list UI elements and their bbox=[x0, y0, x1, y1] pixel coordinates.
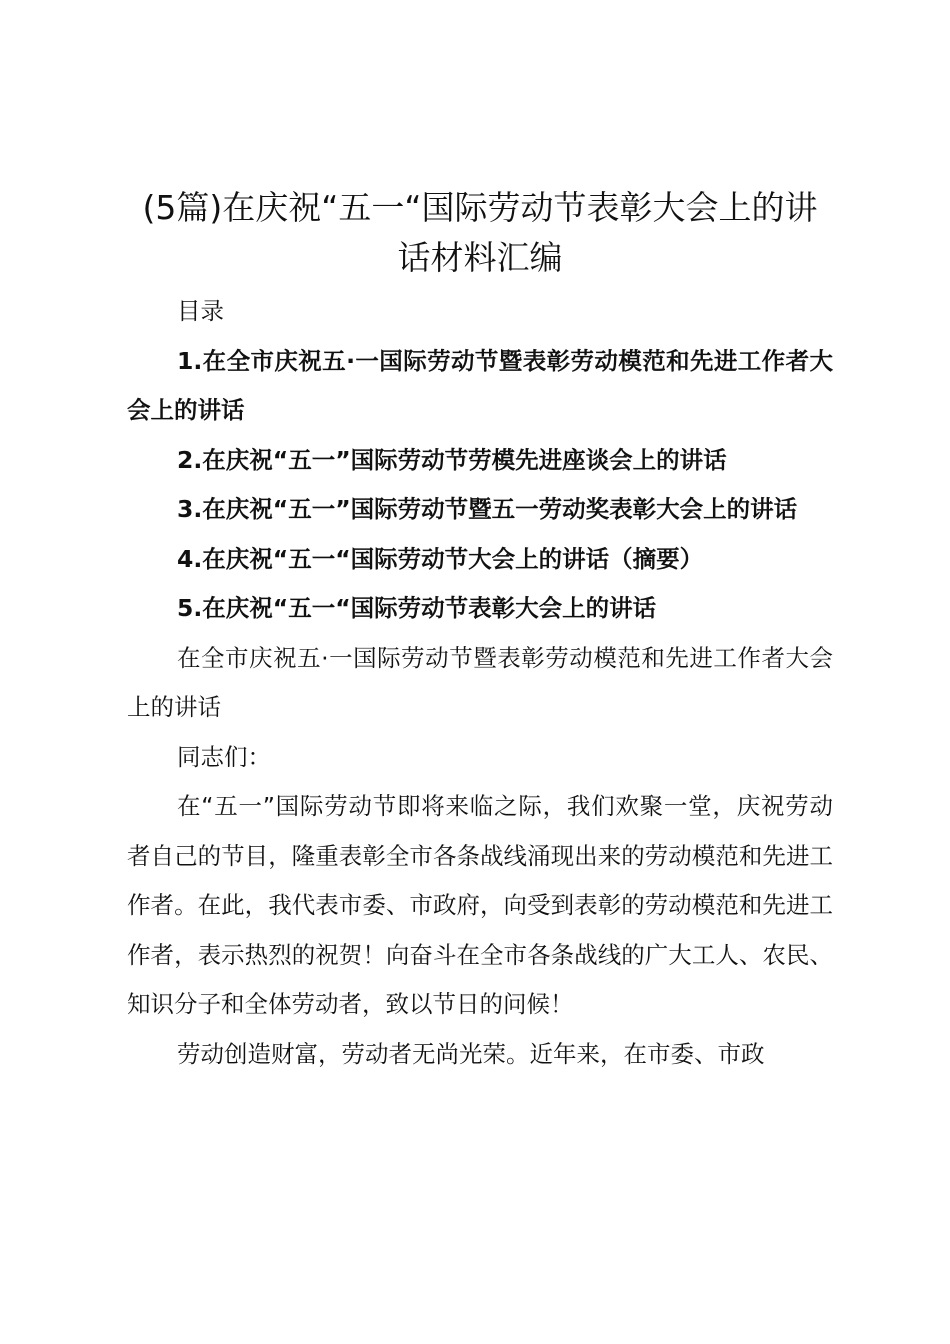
section-title: 在全市庆祝五·一国际劳动节暨表彰劳动模范和先进工作者大会上的讲话 bbox=[127, 643, 833, 721]
document-title: (5篇)在庆祝“五一“国际劳动节表彰大会上的讲话材料汇编 bbox=[142, 188, 818, 277]
toc-heading: 目录 bbox=[177, 297, 224, 325]
body-paragraph: 劳动创造财富，劳动者无尚光荣。近年来，在市委、市政 bbox=[177, 1039, 765, 1068]
toc-item-2: 2.在庆祝“五一”国际劳动节劳模先进座谈会上的讲话 bbox=[177, 445, 727, 474]
salutation: 同志们： bbox=[177, 742, 271, 771]
document-page bbox=[127, 183, 833, 1079]
toc-item-1: 1.在全市庆祝五·一国际劳动节暨表彰劳动模范和先进工作者大会上的讲话 bbox=[127, 346, 833, 424]
body-paragraph: 在“五一”国际劳动节即将来临之际，我们欢聚一堂，庆祝劳动者自己的节目，隆重表彰全市各条战线涌现出来的劳动模范和先进工作者。在此，我代表市委、市政府，向受到表彰的劳动模范和先进工作者，表示热烈的祝贺！向奋斗在全市各条战线的广大工人、农民、知识分子和全体劳动者，致以节日的问候！ bbox=[127, 792, 833, 1018]
toc-item-4: 4.在庆祝“五一“国际劳动节大会上的讲话（摘要） bbox=[177, 544, 704, 573]
toc-item-5: 5.在庆祝“五一“国际劳动节表彰大会上的讲话 bbox=[177, 594, 657, 622]
toc-item-3: 3.在庆祝“五一”国际劳动节暨五一劳动奖表彰大会上的讲话 bbox=[177, 495, 798, 523]
